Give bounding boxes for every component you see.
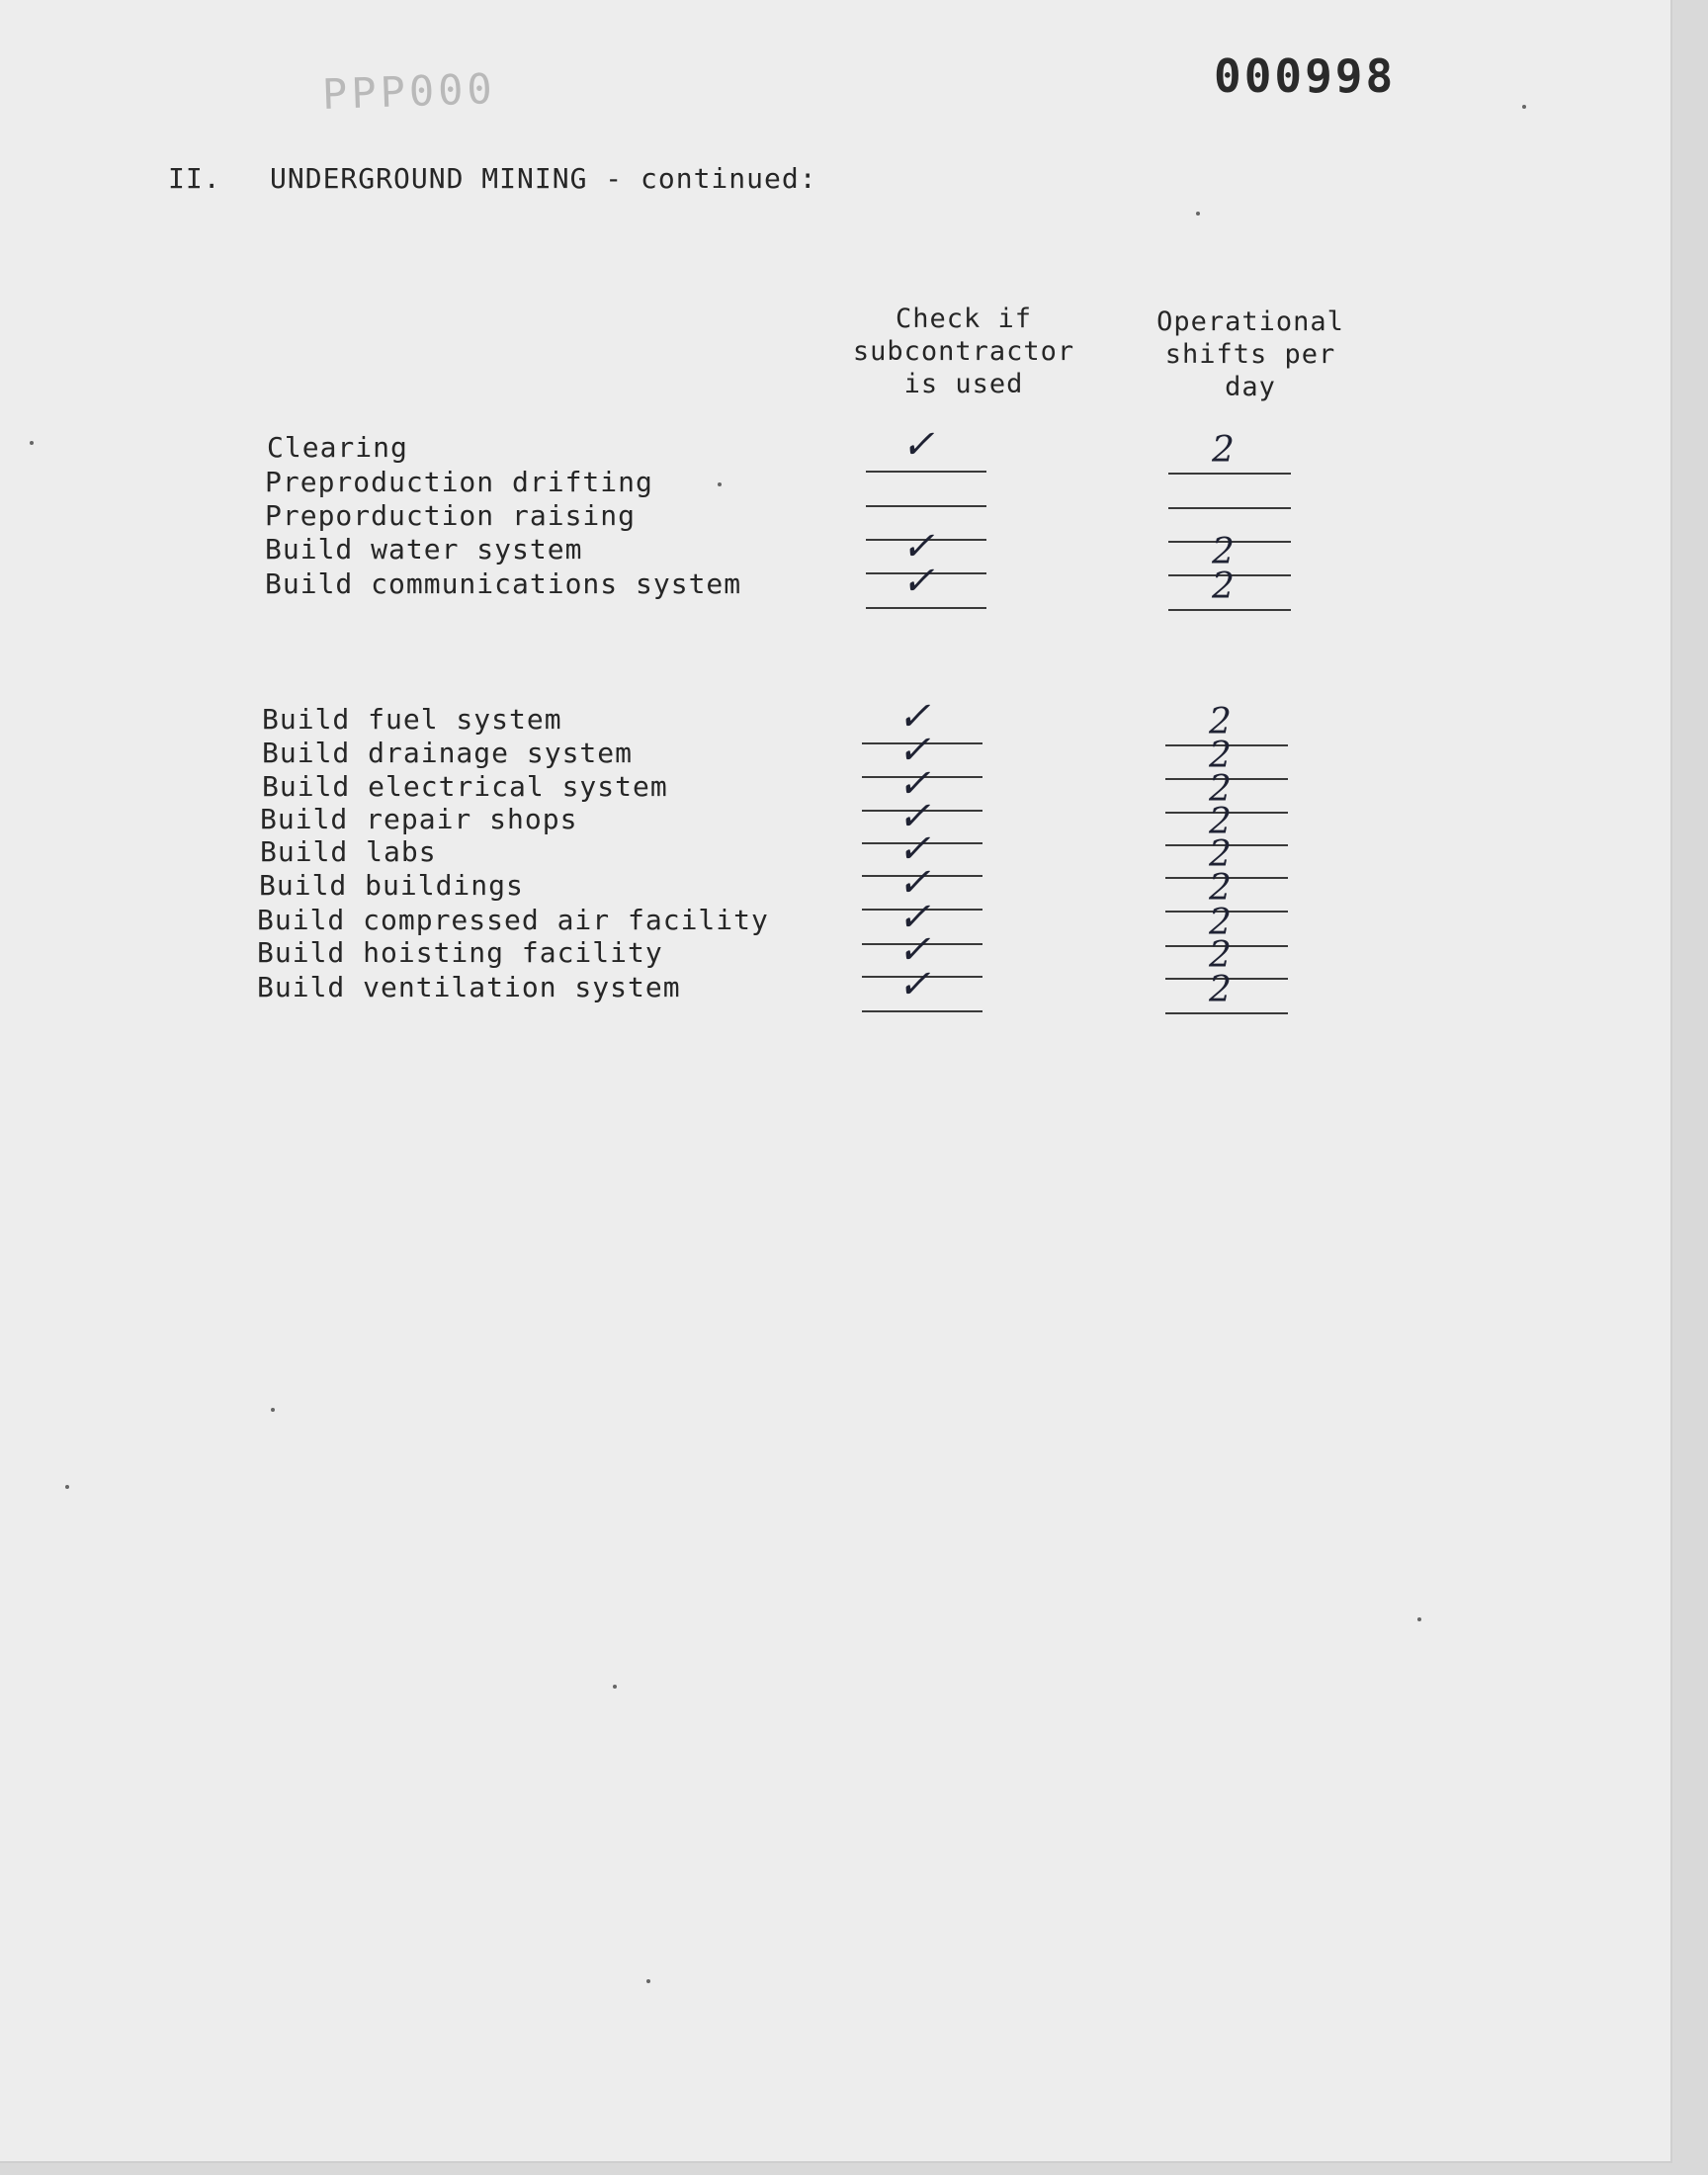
task-label: Build compressed air facility [257, 904, 769, 936]
handwritten-shift-count: 2 [1209, 769, 1232, 810]
shifts-column-header: Operational shifts per day [1156, 306, 1344, 402]
handwritten-shift-count: 2 [1209, 702, 1232, 742]
task-label: Build fuel system [262, 703, 562, 736]
task-label: Build buildings [259, 869, 524, 902]
handwritten-shift-count: 2 [1212, 430, 1235, 471]
handwritten-check-mark: ✓ [897, 860, 931, 906]
scan-speck [646, 1979, 650, 1983]
subcontractor-answer-line[interactable] [866, 471, 986, 473]
handwritten-check-mark: ✓ [901, 422, 935, 468]
section-number: II. [168, 162, 221, 195]
shifts-answer-line[interactable] [1168, 507, 1291, 509]
shifts-answer-line[interactable] [1165, 1012, 1288, 1014]
handwritten-check-mark: ✓ [897, 895, 931, 940]
handwritten-check-mark: ✓ [901, 524, 935, 569]
handwritten-check-mark: ✓ [897, 694, 931, 740]
task-label: Build repair shops [260, 803, 578, 835]
page-number-stamp: 000998 [1214, 49, 1397, 103]
handwritten-shift-count: 2 [1209, 802, 1232, 842]
handwritten-check-mark: ✓ [901, 559, 935, 604]
task-label: Build hoisting facility [257, 936, 663, 969]
handwritten-shift-count: 2 [1212, 566, 1235, 607]
handwritten-check-mark: ✓ [897, 962, 931, 1007]
task-label: Build water system [265, 533, 583, 566]
task-label: Build ventilation system [257, 971, 681, 1003]
handwritten-shift-count: 2 [1209, 834, 1232, 875]
handwritten-check-mark: ✓ [897, 794, 931, 839]
handwritten-shift-count: 2 [1209, 935, 1232, 976]
handwritten-shift-count: 2 [1209, 736, 1232, 776]
task-label: Clearing [267, 431, 408, 464]
handwritten-shift-count: 2 [1209, 868, 1232, 909]
handwritten-shift-count: 2 [1209, 970, 1232, 1010]
section-title: UNDERGROUND MINING - continued: [270, 162, 817, 195]
task-label: Preproduction drifting [265, 466, 653, 498]
handwritten-check-mark: ✓ [897, 761, 931, 807]
scan-speck [718, 482, 722, 486]
task-label: Build communications system [265, 567, 742, 600]
subcontractor-answer-line[interactable] [862, 1010, 982, 1012]
subcontractor-answer-line[interactable] [866, 505, 986, 507]
shifts-answer-line[interactable] [1168, 473, 1291, 475]
scan-speck [1417, 1617, 1421, 1621]
scan-speck [1196, 212, 1200, 216]
shifts-answer-line[interactable] [1168, 609, 1291, 611]
handwritten-check-mark: ✓ [897, 826, 931, 872]
subcontractor-column-header: Check if subcontractor is used [852, 304, 1075, 399]
scan-speck [1522, 105, 1526, 109]
handwritten-shift-count: 2 [1209, 903, 1232, 943]
scan-speck [613, 1685, 617, 1689]
task-label: Build electrical system [262, 770, 668, 803]
scan-speck [30, 441, 34, 445]
task-label: Build drainage system [262, 737, 634, 769]
scan-speck [65, 1485, 69, 1489]
faint-page-stamp: PPP000 [321, 63, 497, 120]
handwritten-check-mark: ✓ [897, 728, 931, 773]
handwritten-shift-count: 2 [1212, 532, 1235, 572]
handwritten-check-mark: ✓ [897, 927, 931, 973]
task-label: Preporduction raising [265, 499, 637, 532]
subcontractor-answer-line[interactable] [866, 607, 986, 609]
scan-speck [271, 1408, 275, 1412]
task-label: Build labs [260, 835, 437, 868]
